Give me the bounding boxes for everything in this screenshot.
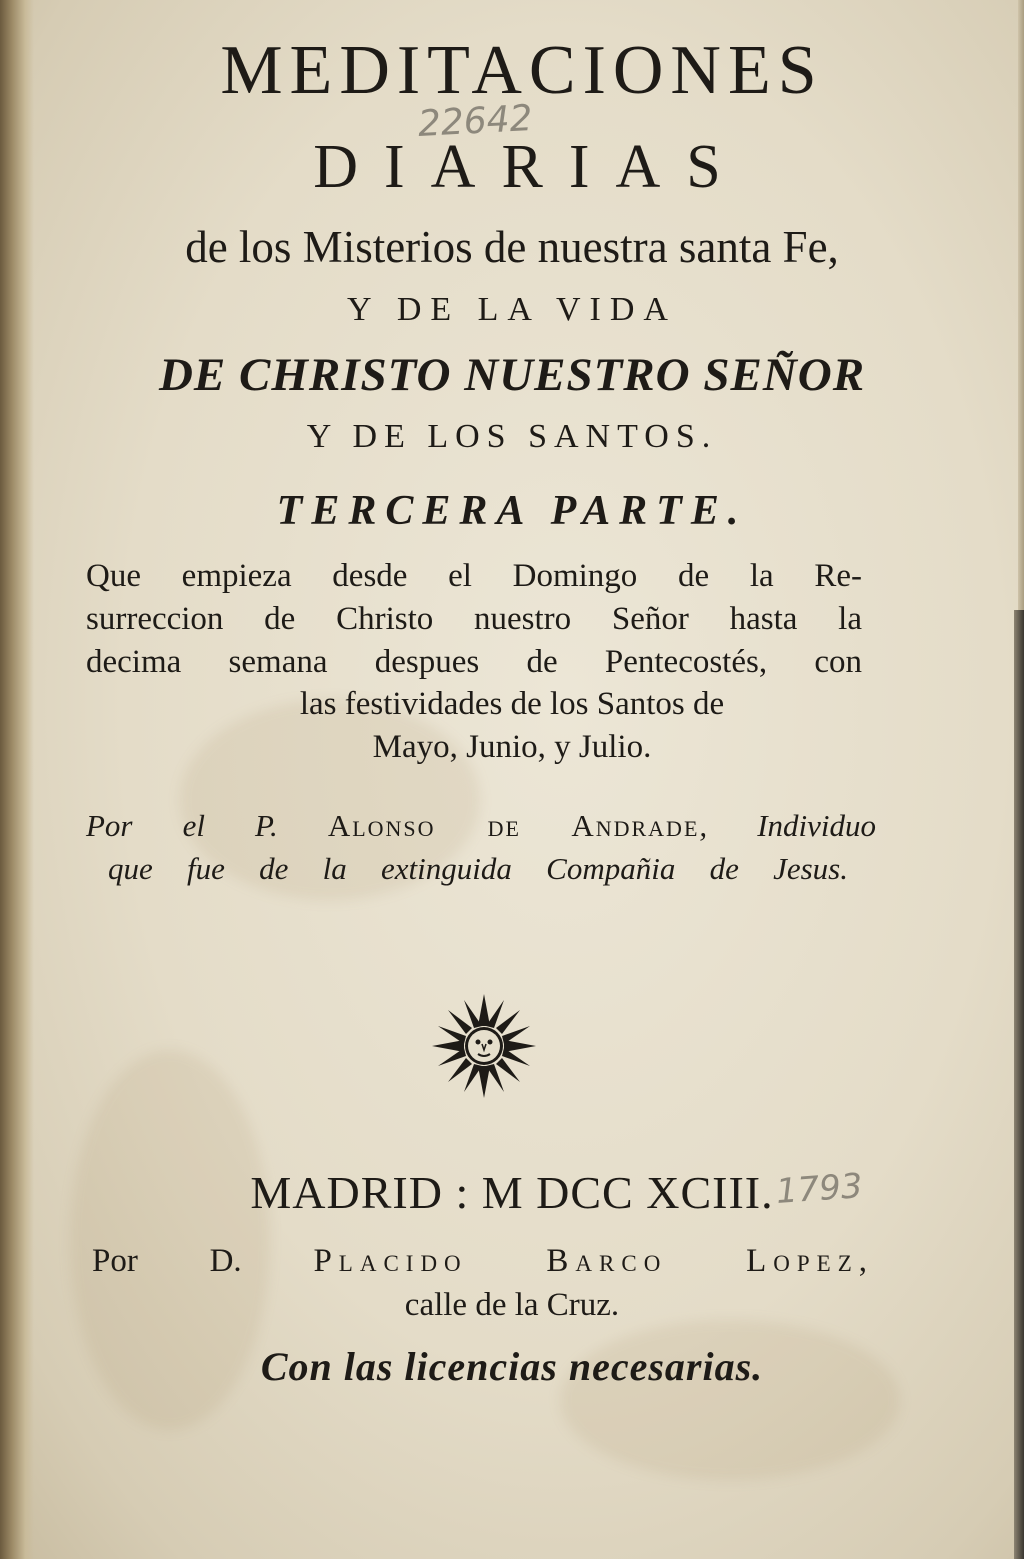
description-line: Mayo, Junio, y Julio. [372, 729, 652, 765]
printer-prefix: Por D. [92, 1243, 242, 1279]
printer-name: Placido Barco Lopez, [313, 1243, 874, 1279]
description-line: decima semana despues de Pentecostés, con [86, 644, 862, 680]
author-suffix: , Individuo [699, 808, 877, 843]
author-line-2: que fue de la extinguida Compañia de Jesus. [108, 851, 848, 886]
author-line-1 [86, 810, 876, 841]
author-name: Alonso de Andrade [327, 808, 700, 843]
handwritten-year-note: 1793 [774, 1166, 864, 1212]
subtitle-line-3: DE CHRISTO NUESTRO SEÑOR [158, 349, 866, 401]
handwritten-catalog-number: 22642 [416, 98, 534, 145]
sun-face-ornament-icon [432, 994, 536, 1098]
imprint-printer [92, 1245, 874, 1278]
subtitle-line-4: Y DE LOS SANTOS. [306, 418, 718, 455]
imprint-licenses: Con las licencias necesarias. [260, 1344, 764, 1389]
description-line: Que empieza desde el Domingo de la Re- [86, 558, 862, 594]
title-line-2: DIARIAS [313, 133, 747, 201]
subtitle-line-2: Y DE LA VIDA [347, 291, 677, 328]
description-line: surreccion de Christo nuestro Señor hasta la [86, 601, 862, 637]
imprint-city-year: MADRID : M DCC XCIII. [250, 1167, 774, 1218]
imprint-street: calle de la Cruz. [404, 1287, 620, 1323]
title-line-1: MEDITACIONES [220, 32, 824, 109]
part-heading: TERCERA PARTE. [276, 488, 748, 534]
author-prefix: Por el P. [86, 808, 278, 843]
description-line: las festividades de los Santos de [299, 686, 725, 722]
subtitle-line-1: de los Misterios de nuestra santa Fe, [185, 222, 839, 272]
